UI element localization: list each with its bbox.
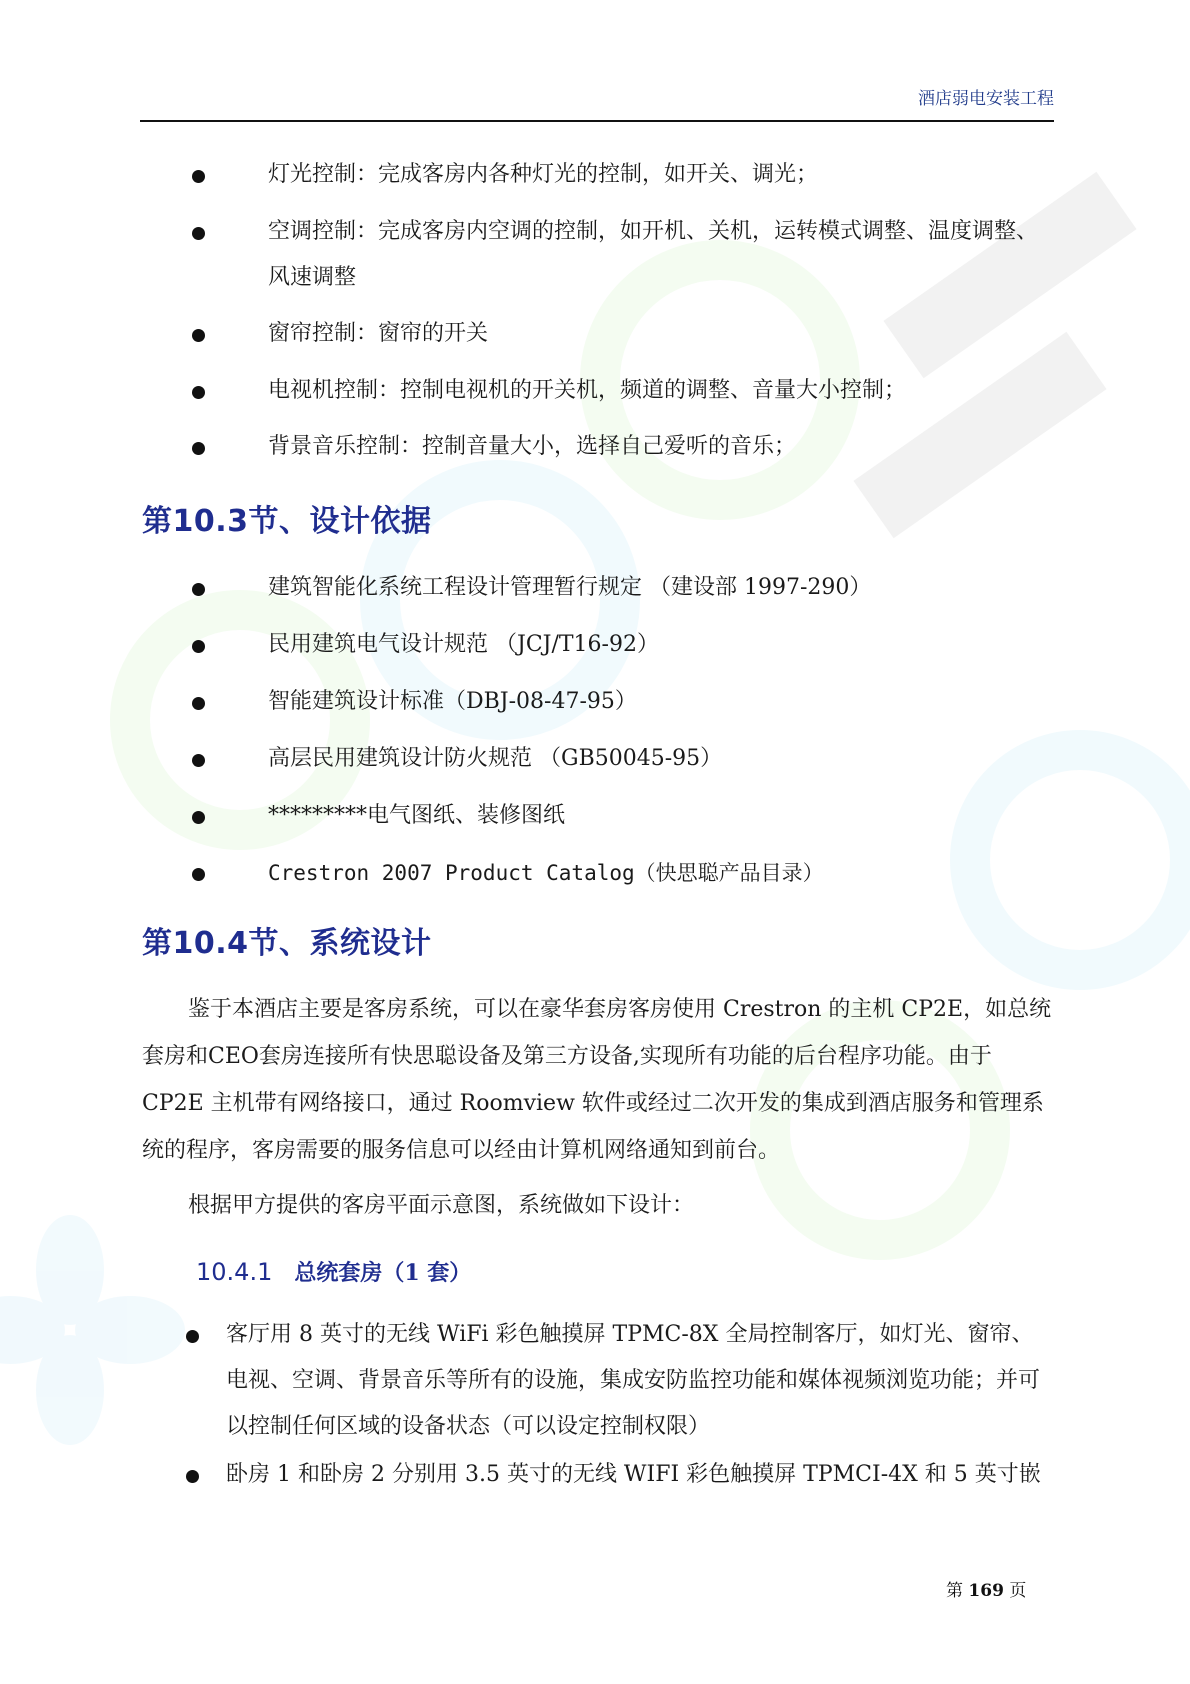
bullet-dot-icon [192,170,205,183]
list-item-text: *********电气图纸、装修图纸 [268,803,566,828]
list-item [192,311,1054,357]
list-item-text: 智能建筑设计标准（DBJ-08-47-95） [268,689,637,714]
list-item [192,209,1054,301]
list-item-text: 电视机控制：控制电视机的开关机，频道的调整、音量大小控制； [268,378,907,403]
list-item-text: 空调控制：完成客房内空调的控制，如开机、关机，运转模式调整、温度调整、风速调整 [268,219,1039,290]
bullet-dot-icon [192,329,205,342]
bullet-dot-icon [186,1330,199,1343]
list-item [192,850,1054,896]
list-item [192,565,1054,611]
list-item [192,622,1054,668]
list-item [186,1452,1054,1498]
list-item [192,736,1054,782]
body-paragraph: 鉴于本酒店主要是客房系统，可以在豪华套房客房使用 Crestron 的主机 CP2E，如总统套房和CEO套房连接所有快思聪设备及第三方设备,实现所有功能的后台程序功能。由于 CP2E 主机带有网络接口，通过 Roomview 软件或经过二次开发的集成到酒店服务和管理系统的程序，客房需要的服务信息可以经由计算机网络通知到前台。 [142,997,1052,1163]
list-item [192,679,1054,725]
subsection-number: 10.4.1 [196,1258,273,1286]
list-item [186,1312,1054,1450]
watermark-cross-icon [0,1215,185,1445]
bullet-dot-icon [192,811,205,824]
bullet-dot-icon [192,640,205,653]
page-number [946,1576,1026,1601]
subsection-heading [196,1256,471,1287]
bullet-dot-icon [186,1470,199,1483]
list-item-text: 建筑智能化系统工程设计管理暂行规定 （建设部 1997-290） [268,575,872,600]
bullet-dot-icon [192,754,205,767]
page-value: 169 [968,1581,1004,1601]
list-item-text: 高层民用建筑设计防火规范 （GB50045-95） [268,746,723,771]
bullet-dot-icon [192,868,205,881]
list-item [192,793,1054,839]
list-item-text: 卧房 1 和卧房 2 分别用 3.5 英寸的无线 WIFI 彩色触摸屏 TPMCI-4X 和 5 英寸嵌 [226,1462,1041,1487]
header-divider [140,120,1054,122]
section-heading: 第10.3节、设计依据 [142,504,432,539]
section-heading: 第10.4节、系统设计 [142,926,432,961]
bullet-dot-icon [192,227,205,240]
bullet-dot-icon [192,583,205,596]
header-title: 酒店弱电安装工程 [918,89,1054,109]
list-item-text: 灯光控制：完成客房内各种灯光的控制，如开关、调光； [268,162,819,187]
list-item-text: Crestron 2007 Product Catalog（快思聪产品目录） [268,861,824,885]
list-item [192,152,1054,198]
subsection-title: 总统套房（1 套） [294,1260,472,1286]
bullet-dot-icon [192,697,205,710]
page-prefix: 第 [946,1581,963,1601]
list-item-text: 窗帘控制：窗帘的开关 [268,321,489,346]
bullet-dot-icon [192,442,205,455]
list-item [192,368,1054,414]
list-item-text: 民用建筑电气设计规范 （JCJ/T16-92） [268,632,659,657]
list-item-text: 背景音乐控制：控制音量大小，选择自己爱听的音乐； [268,434,797,459]
bullet-dot-icon [192,386,205,399]
list-item-text: 客厅用 8 英寸的无线 WiFi 彩色触摸屏 TPMC-8X 全局控制客厅，如灯光、窗帘、电视、空调、背景音乐等所有的设施，集成安防监控功能和媒体视频浏览功能；并可以控制任何区域的设备状态（可以设定控制权限） [226,1322,1041,1439]
body-paragraph: 根据甲方提供的客房平面示意图，系统做如下设计： [188,1193,695,1218]
list-item [192,424,1054,470]
page-suffix: 页 [1009,1581,1027,1601]
